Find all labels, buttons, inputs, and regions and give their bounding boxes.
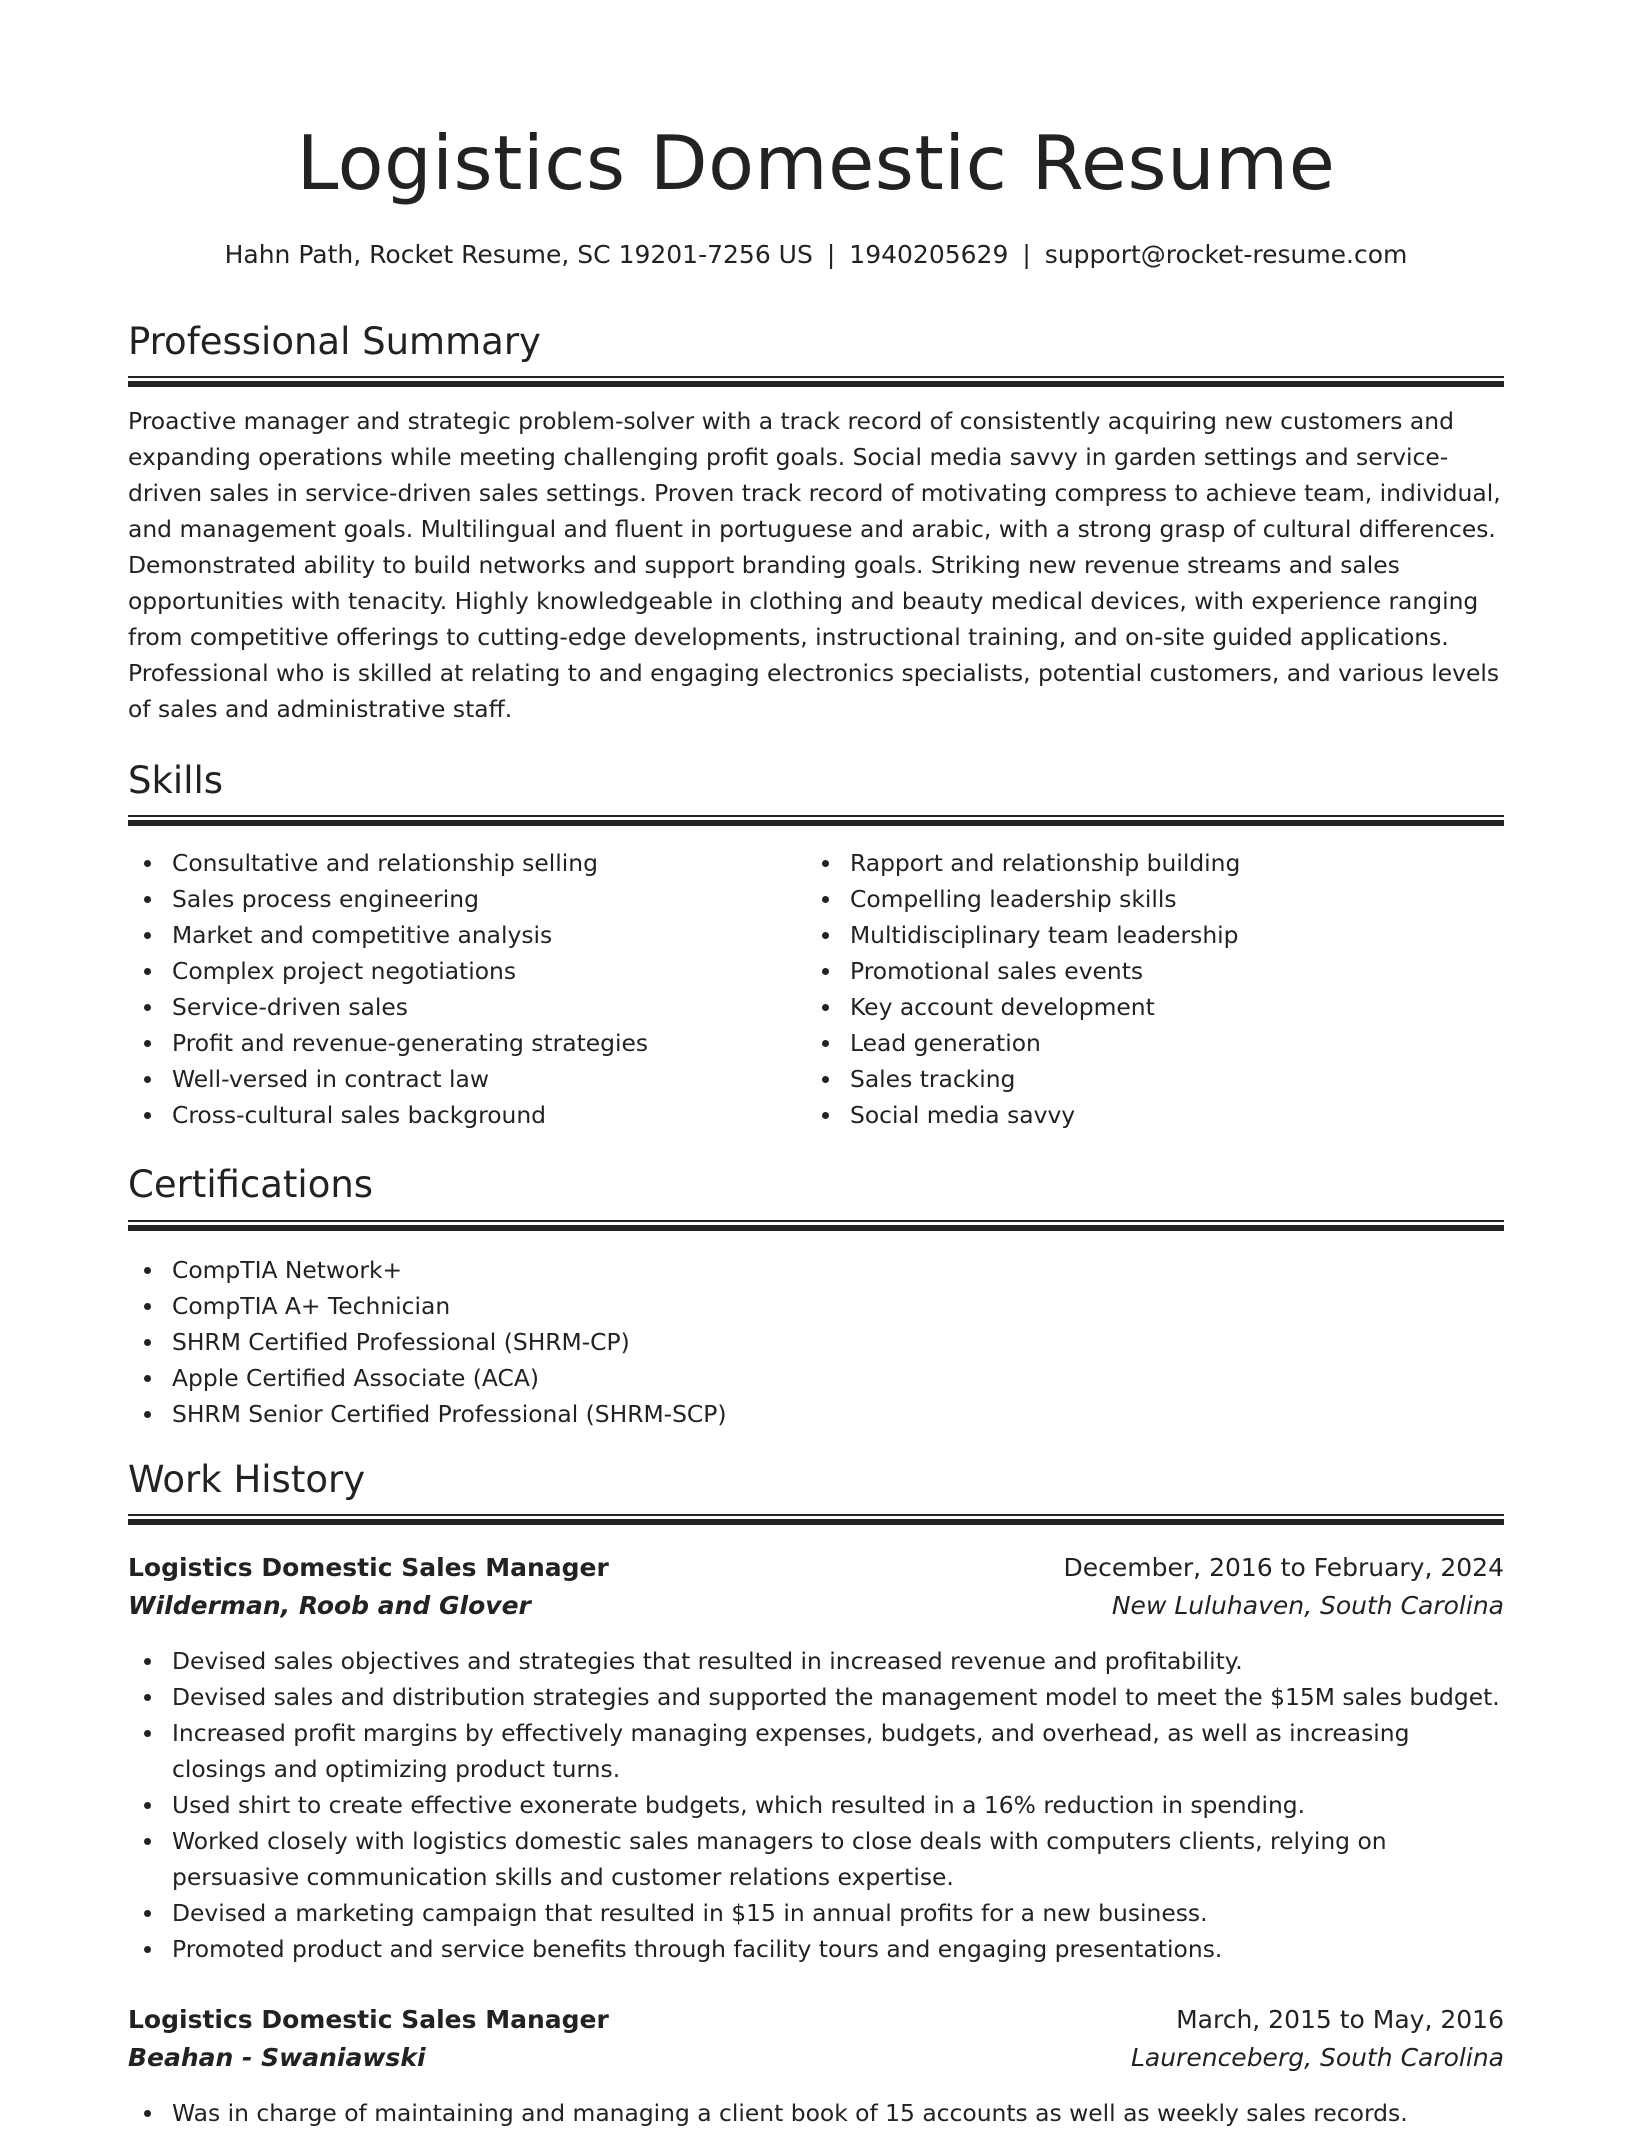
job-bullets — [128, 2095, 1504, 2131]
resume-page — [128, 0, 1504, 2127]
list-item: Social media savvy — [806, 1097, 1504, 1133]
list-item: Sales process engineering — [128, 881, 788, 917]
summary-text: Proactive manager and strategic problem-solver with a track record of consistently acquiring new customers and expanding operations while meeting challenging profit goals. Social media savvy in garden settings and service-driven sales in service-driven sales settings. Proven track record of motivating compress to achieve team, individual, and management goals. Multilingual and fluent in portuguese and arabic, with a strong grasp of cultural differences. Demonstrated ability to build networks and support branding goals. Striking new revenue streams and sales opportunities with tenacity. Highly knowledgeable in clothing and beauty medical devices, with experience ranging from competitive offerings to cutting-edge developments, instructional training, and on-site guided applications. Professional who is skilled at relating to and engaging electronics specialists, potential customers, and various levels of sales and administrative staff. — [128, 407, 1501, 723]
list-item: Worked closely with logistics domestic sales managers to close deals with computers clients, relying on persuasive communication skills and customer relations expertise. — [128, 1823, 1504, 1895]
list-item: Devised sales and distribution strategies and supported the management model to meet the $15M sales budget. — [128, 1679, 1504, 1715]
list-item: Service-driven sales — [128, 989, 788, 1025]
list-item: CompTIA Network+ — [128, 1252, 1504, 1288]
list-item: SHRM Senior Certified Professional (SHRM-SCP) — [128, 1396, 1504, 1432]
job-title: Logistics Domestic Sales Manager — [128, 2005, 609, 2034]
skills-list-left — [128, 845, 788, 1133]
contact-email: support@rocket-resume.com — [1044, 240, 1408, 269]
section-heading-certifications: Certifications — [128, 1163, 374, 1206]
section-divider — [128, 1220, 1504, 1231]
list-item: CompTIA A+ Technician — [128, 1288, 1504, 1324]
contact-separator: | — [1022, 240, 1031, 269]
section-divider — [128, 376, 1504, 387]
list-item: Increased profit margins by effectively managing expenses, budgets, and overhead, as well as increasing closings and optimizing product turns. — [128, 1715, 1504, 1787]
list-item: Key account development — [806, 989, 1504, 1025]
section-heading-summary: Professional Summary — [128, 320, 541, 363]
job-company: Beahan - Swaniawski — [128, 2043, 426, 2072]
list-item: Apple Certified Associate (ACA) — [128, 1360, 1504, 1396]
list-item: Compelling leadership skills — [806, 881, 1504, 917]
list-item: Consultative and relationship selling — [128, 845, 788, 881]
list-item: Cross-cultural sales background — [128, 1097, 788, 1133]
list-item: Devised a marketing campaign that resulted in $15 in annual profits for a new business. — [128, 1895, 1504, 1931]
job-title-row — [128, 2001, 1504, 2039]
list-item: Complex project negotiations — [128, 953, 788, 989]
list-item: Was in charge of maintaining and managing a client book of 15 accounts as well as weekly sales records. — [128, 2095, 1504, 2131]
section-divider — [128, 815, 1504, 826]
list-item: Sales tracking — [806, 1061, 1504, 1097]
section-heading-work-history: Work History — [128, 1458, 366, 1501]
list-item: Well-versed in contract law — [128, 1061, 788, 1097]
certifications-list — [128, 1252, 1504, 1432]
list-item: Profit and revenue-generating strategies — [128, 1025, 788, 1061]
list-item: Devised sales objectives and strategies that resulted in increased revenue and profitability. — [128, 1643, 1504, 1679]
job-location: New Luluhaven, South Carolina — [1111, 1591, 1504, 1620]
resume-title: Logistics Domestic Resume — [296, 119, 1336, 207]
job-dates: March, 2015 to May, 2016 — [1176, 2005, 1504, 2034]
skills-list-right — [806, 845, 1504, 1133]
job-company-row — [128, 2039, 1504, 2077]
job-title: Logistics Domestic Sales Manager — [128, 1553, 609, 1582]
list-item: Multidisciplinary team leadership — [806, 917, 1504, 953]
contact-line — [128, 238, 1504, 272]
list-item: Promotional sales events — [806, 953, 1504, 989]
list-item: SHRM Certified Professional (SHRM-CP) — [128, 1324, 1504, 1360]
list-item: Market and competitive analysis — [128, 917, 788, 953]
job-company-row — [128, 1587, 1504, 1625]
job-bullets — [128, 1643, 1504, 1967]
contact-separator: | — [826, 240, 836, 269]
job-dates: December, 2016 to February, 2024 — [1063, 1553, 1504, 1582]
contact-address: Hahn Path, Rocket Resume, SC 19201-7256 US — [224, 240, 813, 269]
section-divider — [128, 1514, 1504, 1525]
job-company: Wilderman, Roob and Glover — [128, 1591, 531, 1620]
list-item: Rapport and relationship building — [806, 845, 1504, 881]
contact-phone: 1940205629 — [849, 240, 1009, 269]
section-heading-skills: Skills — [128, 759, 224, 802]
job-title-row — [128, 1549, 1504, 1587]
list-item: Promoted product and service benefits through facility tours and engaging presentations. — [128, 1931, 1504, 1967]
list-item: Used shirt to create effective exonerate budgets, which resulted in a 16% reduction in spending. — [128, 1787, 1504, 1823]
list-item: Lead generation — [806, 1025, 1504, 1061]
job-location: Laurenceberg, South Carolina — [1130, 2043, 1504, 2072]
